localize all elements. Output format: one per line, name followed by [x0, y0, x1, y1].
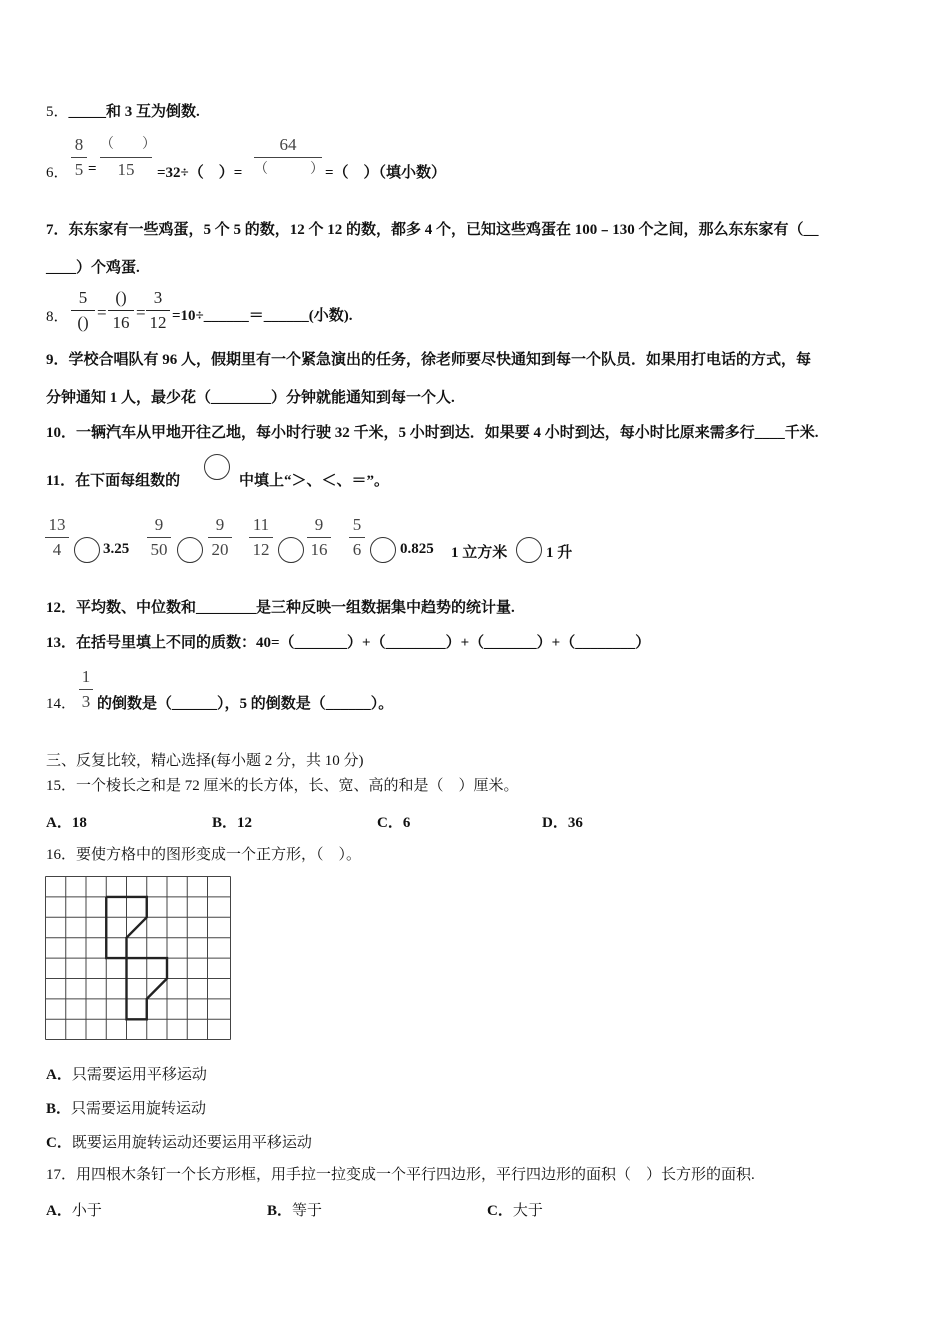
- value-1-liter: 1 升: [546, 545, 573, 561]
- denominator: 20: [211, 540, 229, 559]
- question-7-line-2: ____）个鸡蛋.: [46, 260, 140, 276]
- question-number: 6．: [46, 165, 69, 181]
- denominator-blank[interactable]: （ ）: [254, 162, 324, 177]
- option-b[interactable]: [267, 1199, 322, 1220]
- section-3-title: 三、反复比较，精心选择(每小题 2 分，共 10 分): [46, 753, 364, 769]
- option-b[interactable]: [212, 811, 252, 832]
- question-13: 13．在括号里填上不同的质数：40=（_______）+（________）+（_______）+（________）: [46, 635, 651, 651]
- option-text: 小于: [71, 1203, 102, 1219]
- denominator: 15: [117, 160, 135, 179]
- numerator: 13: [48, 515, 66, 534]
- numerator-blank[interactable]: （ ）: [100, 137, 156, 152]
- numerator: 5: [352, 515, 362, 534]
- option-text: 6: [402, 815, 411, 831]
- fraction-8-5: [71, 135, 87, 180]
- fraction-9-16: [307, 515, 331, 560]
- numerator: 1: [81, 667, 91, 686]
- numerator: 3: [153, 288, 163, 307]
- fraction-3-12: [146, 288, 170, 333]
- question-17: 17．用四根木条钉一个长方形框，用手拉一拉变成一个平行四边形，平行四边形的面积（ ）长方形的面积.: [46, 1167, 755, 1183]
- numerator: 8: [74, 135, 84, 154]
- option-label: D．: [542, 815, 568, 831]
- question-12: 12．平均数、中位数和________是三种反映一组数据集中趋势的统计量.: [46, 600, 515, 616]
- denominator: 50: [150, 540, 168, 559]
- numerator: 9: [215, 515, 225, 534]
- question-9-line-1: 9．学校合唱队有 96 人，假期里有一个紧急演出的任务，徐老师要尽快通知到每一个队员．如果用打电话的方式，每: [46, 352, 812, 368]
- option-label: A．: [46, 1067, 72, 1083]
- equals-sign: =: [88, 161, 97, 177]
- question-16: 16．要使方格中的图形变成一个正方形，（ ）。: [46, 847, 362, 863]
- compare-circle-5[interactable]: [516, 537, 542, 563]
- option-label: A．: [46, 1203, 72, 1219]
- option-b[interactable]: [46, 1097, 206, 1118]
- denominator: 16: [310, 540, 328, 559]
- fraction-blank-15: [100, 135, 156, 180]
- question-9-line-2: 分钟通知 1 人，最少花（________）分钟就能通知到每一个人.: [46, 390, 455, 406]
- question-text: =10÷______＝______(小数).: [172, 308, 353, 324]
- value-3-25: 3.25: [103, 541, 130, 557]
- numerator: 9: [314, 515, 324, 534]
- option-text: 只需要运用平移运动: [71, 1067, 207, 1083]
- denominator: 5: [74, 160, 84, 179]
- question-7-line-1: 7．东东家有一些鸡蛋，5 个 5 的数，12 个 12 的数，都多 4 个，已知这些鸡蛋在 100﹣130 个之间，那么东东家有（__: [46, 222, 819, 238]
- option-label: A．: [46, 815, 72, 831]
- denominator: 12: [149, 313, 167, 332]
- option-text: 12: [237, 815, 253, 831]
- option-c[interactable]: [377, 811, 410, 832]
- fraction-9-50: [147, 515, 171, 560]
- sample-circle-icon: [204, 454, 230, 480]
- fraction-9-20: [208, 515, 232, 560]
- option-label: C．: [46, 1135, 72, 1151]
- denominator: 12: [252, 540, 270, 559]
- fraction-64-blank: [254, 135, 322, 180]
- numerator: 5: [78, 288, 88, 307]
- question-text: _____和 3 互为倒数.: [68, 104, 200, 120]
- question-5: [46, 102, 200, 122]
- option-a[interactable]: [46, 1063, 207, 1084]
- decimal-blank: =（ ）（填小数）: [325, 165, 447, 181]
- option-label: B．: [46, 1101, 72, 1117]
- option-text: 等于: [292, 1203, 323, 1219]
- fraction-1-3: [79, 667, 93, 712]
- option-label: B．: [267, 1203, 293, 1219]
- option-label: C．: [487, 1203, 513, 1219]
- question-10: 10．一辆汽车从甲地开往乙地，每小时行驶 32 千米，5 小时到达．如果要 4 小时到达，每小时比原来需多行____千米.: [46, 425, 819, 441]
- denominator: 6: [352, 540, 362, 559]
- denominator: 4: [52, 540, 62, 559]
- option-text: 既要运用旋转运动还要运用平移运动: [71, 1135, 312, 1151]
- equals-sign: =: [97, 303, 107, 322]
- question-text: 的倒数是（______），5 的倒数是（______）。: [97, 696, 394, 712]
- numerator: 64: [279, 135, 297, 154]
- compare-circle-1[interactable]: [74, 537, 100, 563]
- option-a[interactable]: [46, 1199, 102, 1220]
- question-instruction: 中填上“＞、＜、＝”。: [239, 473, 390, 489]
- value-1-cubic-meter: 1 立方米: [451, 545, 508, 561]
- option-text: 只需要运用旋转运动: [71, 1101, 207, 1117]
- fraction-5-6: [349, 515, 365, 560]
- option-c[interactable]: [46, 1131, 312, 1152]
- question-number: 5．: [46, 104, 69, 120]
- equals-sign: =: [136, 303, 146, 322]
- numerator: 11: [252, 515, 270, 534]
- question-text: 11．在下面每组数的: [46, 473, 181, 489]
- compare-circle-2[interactable]: [177, 537, 203, 563]
- question-15: 15．一个棱长之和是 72 厘米的长方体，长、宽、高的和是（ ）厘米。: [46, 778, 519, 794]
- denominator-blank[interactable]: (): [77, 313, 89, 332]
- value-0-825: 0.825: [400, 541, 434, 557]
- denominator: 16: [112, 313, 130, 332]
- option-label: C．: [377, 815, 403, 831]
- division-expression: =32÷（ ）=: [157, 165, 243, 181]
- option-text: 36: [567, 815, 583, 831]
- numerator: 9: [154, 515, 164, 534]
- fraction-11-12: [249, 515, 273, 560]
- fraction-blank-16: [108, 288, 134, 333]
- option-text: 18: [71, 815, 87, 831]
- option-d[interactable]: [542, 811, 583, 832]
- option-a[interactable]: [46, 811, 87, 832]
- fraction-13-4: [45, 515, 69, 560]
- grid-figure: [45, 876, 232, 1041]
- question-number: 8．: [46, 309, 69, 325]
- option-c[interactable]: [487, 1199, 543, 1220]
- option-text: 大于: [512, 1203, 543, 1219]
- option-label: B．: [212, 815, 238, 831]
- question-number: 14．: [46, 696, 77, 712]
- compare-circle-4[interactable]: [370, 537, 396, 563]
- numerator-blank[interactable]: (): [115, 288, 127, 307]
- denominator: 3: [81, 692, 91, 711]
- compare-circle-3[interactable]: [278, 537, 304, 563]
- fraction-5-blank: [71, 288, 95, 333]
